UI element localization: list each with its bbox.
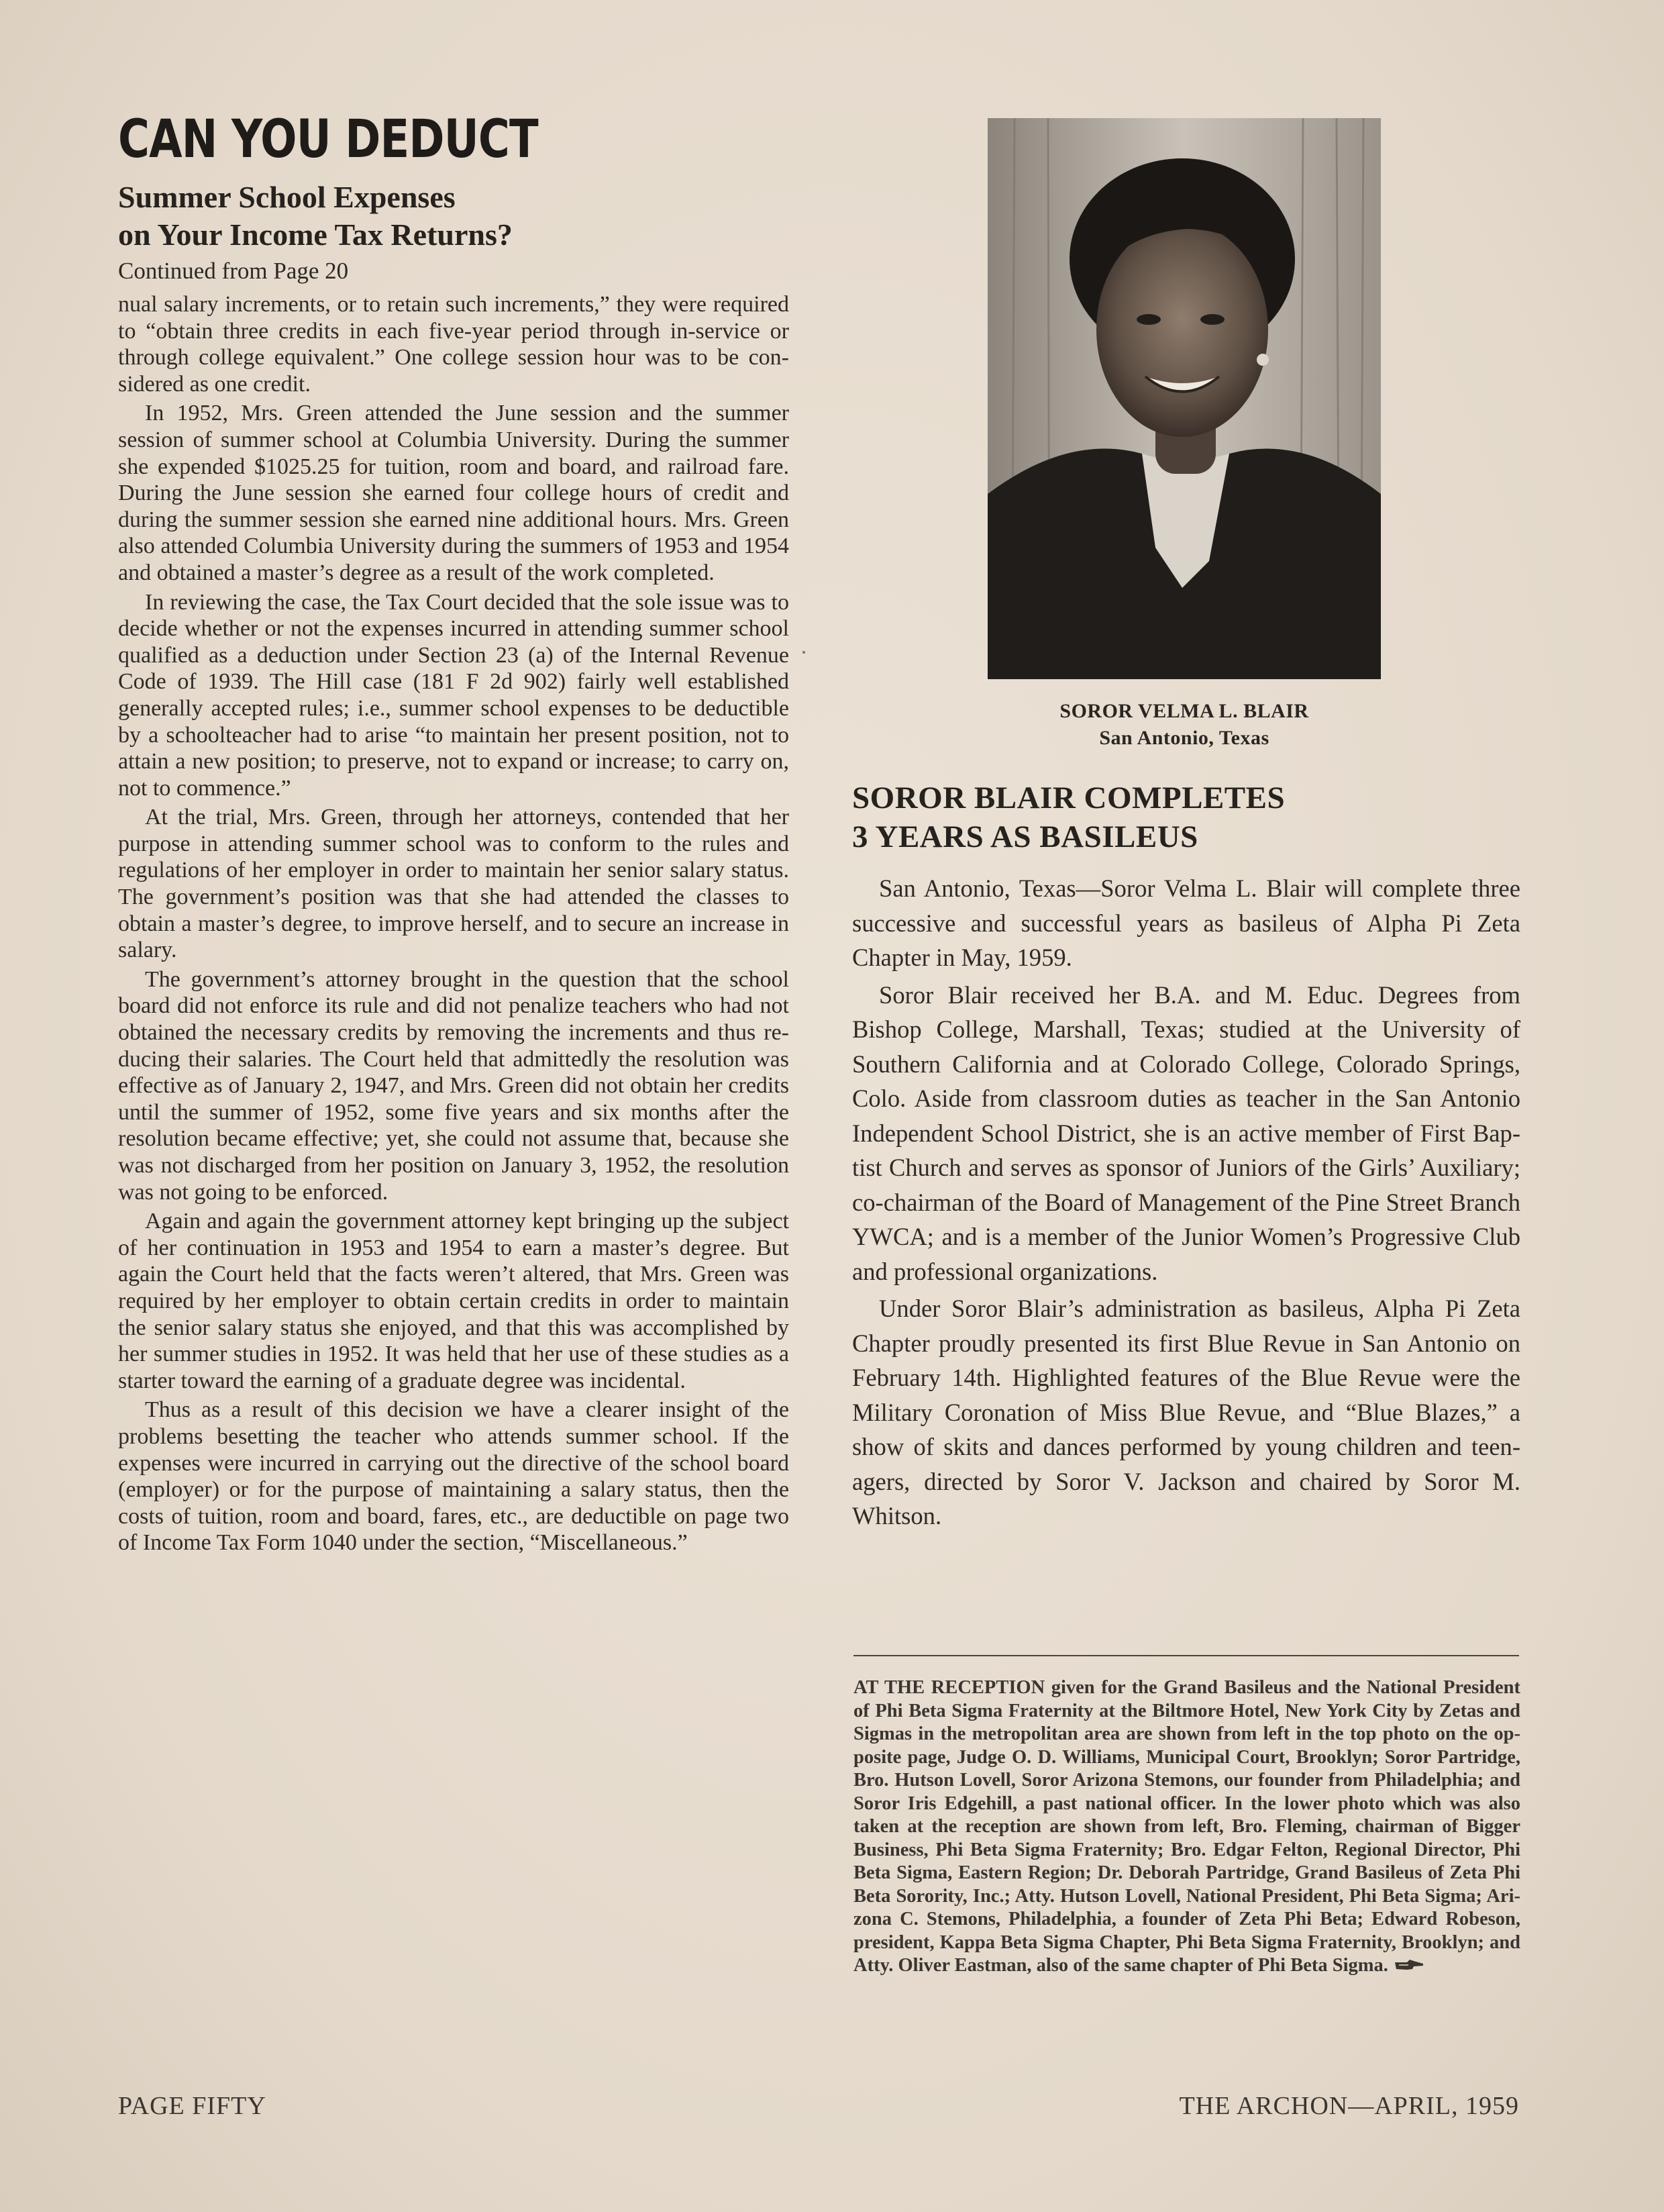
- section-divider: [853, 1655, 1519, 1656]
- photo-caption: [939, 698, 1429, 752]
- blair-paragraph: Soror Blair received her B.A. and M. Educ. Degrees from Bishop College, Marshall, Texas; studied at the University of Southern California and at Colorado College, Colorado Springs, Colo. Aside from classroom duties as teacher in the San Antonio Independent School District, she is an active member of First Baptist Church and serves as sponsor of Juniors of the Girls’ Auxiliary; co-chairman of the Board of Management of the Pine Street Branch YWCA; and is a member of the Junior Women’s Progressive Club and professional organizations.: [852, 981, 1520, 1285]
- blair-paragraph: Under Soror Blair’s administration as basileus, Alpha Pi Zeta Chapter proudly presented its first Blue Revue in San Antonio on February 14th. Highlighted features of the Blue Revue were the Military Coronation of Miss Blue Revue, and “Blue Blazes,” a show of skits and dances performed by young children and teenagers, directed by Soror V. Jackson and chaired by Soror M. Whitson.: [852, 1295, 1520, 1529]
- blair-article: [852, 778, 1520, 1536]
- blair-headline-line-2: 3 YEARS AS BASILEUS: [852, 819, 1198, 854]
- portrait-photo: [988, 118, 1381, 679]
- blair-headline: [852, 778, 1520, 856]
- blair-body: [852, 871, 1520, 1534]
- caption-name: SOROR VELMA L. BLAIR: [1059, 700, 1309, 722]
- reception-caption-text: AT THE RECEPTION given for the Grand Basileus and the National President of Phi Beta Sigma Fraternity at the Biltmore Hotel, New York City by Zetas and Sigmas in the metropolitan area are shown from left in the top photo on the opposite page, Judge O. D. Williams, Municipal Court, Brooklyn; Soror Partridge, Bro. Hutson Lovell, Soror Arizona Stemons, our founder from Philadelphia; and Soror Iris Edgehill, a past national officer. In the lower photo which was also taken at the reception are shown from left, Bro. Fleming, chairman of Bigger Business, Phi Beta Sigma Fraternity; Bro. Edgar Felton, Regional Director, Phi Beta Sigma, Eastern Region; Dr. Deborah Partridge, Grand Basileus of Zeta Phi Beta Sorority, Inc.; Atty. Hutson Lovell, National President, Phi Beta Sigma; Arizona C. Stemons, Philadelphia, a founder of Zeta Phi Beta; Edward Robeson, president, Kappa Beta Sigma Chapter, Phi Beta Sigma Fraternity, Brooklyn; and Atty. Oliver Eastman, also of the same chapter of Phi Beta Sigma.: [853, 1677, 1520, 1976]
- page-number: PAGE FIFTY: [118, 2092, 266, 2120]
- article-subhead-line-2: on Your Income Tax Returns?: [118, 217, 513, 252]
- pointing-hand-icon: [1394, 1955, 1424, 1978]
- reception-caption: [853, 1676, 1520, 1978]
- article-paragraph: nual salary increments, or to retain such increments,” they were required to “obtain three credits in each five-year period through in-service or through college equivalent.” One college session hour was to be considered as one credit.: [118, 292, 789, 397]
- article-paragraph: In reviewing the case, the Tax Court decided that the sole issue was to decide whether or not the expenses incurred in attending summer school qualified as a deduction under Section 23 (a) of the Internal Revenue Code of 1939. The Hill case (181 F 2d 902) fairly well established generally accepted rules; i.e., summer school expenses to be deductible by a schoolteacher had to arise “to maintain her present position, not to attain a new position; to preserve, not to expand or increase; to carry on, not to commence.”: [118, 589, 789, 801]
- article-body: [118, 291, 789, 1556]
- article-paragraph: Thus as a result of this decision we have a clearer insight of the problems besetting the teacher who attends summer school. If the expenses were incurred in carrying out the directive of the school board (employer) or for the purpose of maintaining a salary status, then the costs of tuition, room and board, fares, etc., are deductible on page two of Income Tax Form 1040 under the section, “Miscellaneous.”: [118, 1397, 789, 1556]
- article-subhead: [118, 179, 789, 254]
- print-speck: [802, 651, 805, 654]
- article-subhead-line-1: Summer School Expenses: [118, 180, 456, 214]
- article-paragraph: In 1952, Mrs. Green attended the June session and the summer session of summer school at Columbia University. During the summer she expended $1025.25 for tuition, room and board, and railroad fare. During the June session she earned four college hours of credit and during the summer session she earned nine additional hours. Mrs. Green also attended Columbia University during the summers of 1953 and 1954 and obtained a master’s degree as a result of the work completed.: [118, 401, 789, 585]
- blair-headline-line-1: SOROR BLAIR COMPLETES: [852, 781, 1286, 815]
- caption-place: San Antonio, Texas: [1099, 727, 1269, 749]
- article-paragraph: Again and again the government attorney kept bringing up the subject of her continuation in 1953 and 1954 to earn a master’s degree. But again the Court held that the facts weren’t altered, that Mrs. Green was required by her employer to obtain certain credits in order to maintain the senior salary status she enjoyed, and that this was accomplished by her summer studies in 1952. It was held that her use of these studies as a starter toward the earning of a graduate degree was incidental.: [118, 1209, 789, 1393]
- publication-issue: THE ARCHON—APRIL, 1959: [1179, 2092, 1519, 2120]
- article-headline: CAN YOU DEDUCT: [118, 109, 538, 170]
- article-paragraph: At the trial, Mrs. Green, through her attorneys, contended that her purpose in attending summer school was to conform to the rules and regulations of her employer in order to maintain her senior salary status. The government’s position was that she had attended the classes to obtain a master’s degree, to improve herself, and to secure an increase in salary.: [118, 805, 789, 963]
- portrait-image: [988, 118, 1381, 679]
- continued-note: Continued from Page 20: [118, 258, 349, 284]
- article-paragraph: The government’s attorney brought in the question that the school board did not enforce its rule and did not penalize teachers who had not obtained the necessary credits by removing the increments and thus reducing their salaries. The Court held that admittedly the resolution was effective as of January 2, 1947, and Mrs. Green did not obtain her credits until the summer of 1952, some five years and six months after the resolution became effective; yet, she could not assume that, because she was not discharged from her position on January 3, 1952, the resolution was not going to be enforced.: [118, 966, 789, 1205]
- tax-article: [118, 107, 789, 1559]
- blair-paragraph: San Antonio, Texas—Soror Velma L. Blair will complete three successive and successful years as basileus of Alpha Pi Zeta Chapter in May, 1959.: [852, 874, 1520, 971]
